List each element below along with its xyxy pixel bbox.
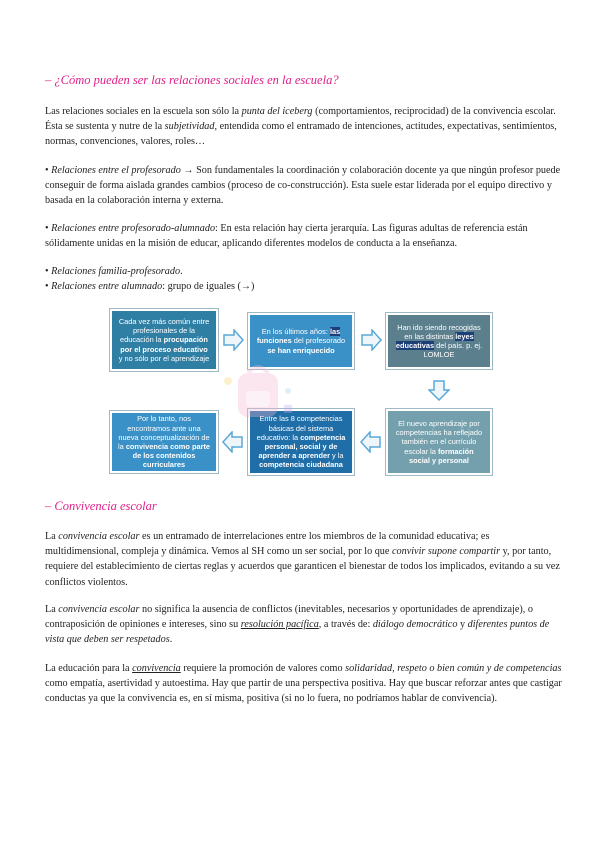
- paragraph-convivencia-3: La educación para la convivencia requiere la promoción de valores como solidaridad, respeto o bien común y de competencias como empatía, asertividad y autoestima. Hay que partir de una perspectiva positiva. Hay que buscar reforzar antes que castigar conductas ya que la convivencia es, en sí misma, positiva (si no lo fuera, no podríamos hablar de convivencia).: [45, 663, 562, 705]
- paragraph-intro: Las relaciones sociales en la escuela son sólo la punta del iceberg (comportamientos, reciprocidad) de la convivencia escolar. Ésta se sustenta y nutre de la subjetividad, entendida como el entramado de intenciones, actitudes, expectativas, sentimientos, normas, convenciones, valores, roles…: [45, 106, 557, 148]
- arrow-left-icon: [360, 431, 382, 453]
- process-diagram: [110, 309, 495, 477]
- diagram-box-2: En los últimos años: las funciones del profesorado se han enriquecido: [248, 313, 354, 369]
- diagram-box-5: Entre las 8 competencias básicas del sistema educativo: la competencia personal, social y de aprender a aprender y la competencia ciudadana: [248, 409, 354, 475]
- paragraph-profesorado-alumnado: • Relaciones entre profesorado-alumnado: En esta relación hay cierta jerarquía. Las figuras adultas de referencia están sólidamente unidas en la misión de educar, aplicando diferentes modelos de conducta a la enseñanza.: [45, 223, 528, 250]
- paragraph-convivencia-1: La convivencia escolar es un entramado de interrelaciones entre los miembros de la comunidad educativa; es multidimensional, compleja y dinámica. Vemos al SH como un ser social, por lo que convivir supone compartir y, por tanto, requiere del establecimiento de ciertas reglas y acuerdos que garanticen el bienestar de todos los implicados, evitando a su vez conflictos violentos.: [45, 531, 560, 588]
- paragraph-alumnado: • Relaciones entre alumnado: grupo de iguales (→): [45, 281, 255, 292]
- section-title-relaciones: – ¿Cómo pueden ser las relaciones sociales en la escuela?: [45, 73, 339, 87]
- paragraph-profesorado: • Relaciones entre el profesorado → Son fundamentales la coordinación y colaboración docente ya que ningún profesor puede conseguir de forma aislada grandes cambios (proceso de co-construcción). Esta suele estar liderada por el equipo directivo y basada en la colaboración interna y externa.: [45, 165, 561, 207]
- arrow-down-icon: [428, 379, 450, 401]
- diagram-box-3: Han ido siendo recogidas en las distintas leyes educativas del país. p. ej. LOMLOE: [386, 313, 492, 369]
- diagram-box-1: Cada vez más común entre profesionales de la educación la procupación por el proceso educativo y no sólo por el aprendizaje: [110, 309, 218, 371]
- diagram-box-6: El nuevo aprendizaje por competencias ha reflejado también en el currículo escolar la formación social y personal: [386, 409, 492, 475]
- arrow-left-icon: [222, 431, 244, 453]
- arrow-right-icon: [360, 329, 382, 351]
- section-title-convivencia: – Convivencia escolar: [45, 499, 157, 513]
- diagram-box-4: Por lo tanto, nos encontramos ante una nueva conceptualización de la convivencia como parte de los contenidos curriculares: [110, 411, 218, 473]
- backpack-watermark-icon: [218, 361, 298, 421]
- arrow-right-icon: [222, 329, 244, 351]
- paragraph-familia: • Relaciones familia-profesorado.: [45, 266, 183, 277]
- paragraph-convivencia-2: La convivencia escolar no significa la ausencia de conflictos (inevitables, necesarios y oportunidades de aprendizaje), o contraposición de opiniones e intereses, sino su resolución pacífica, a través de: diálogo democrático y diferentes puntos de vista que deben ser respetados.: [45, 604, 550, 646]
